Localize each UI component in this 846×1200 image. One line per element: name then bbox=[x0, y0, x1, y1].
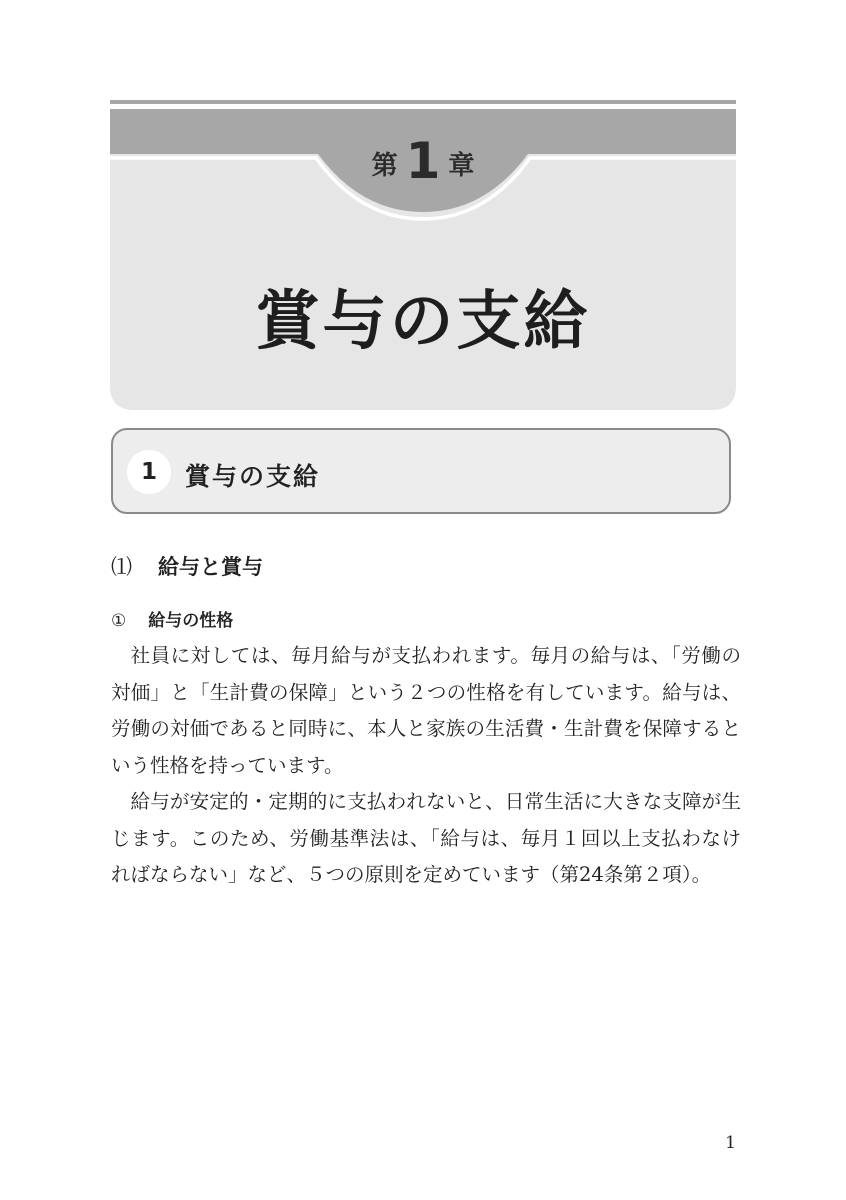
chapter-header bbox=[0, 0, 846, 420]
chapter-number: 1 bbox=[405, 132, 441, 190]
paragraph: 社員に対しては、毎月給与が支払われます。毎月の給与は、「労働の対価」と「生計費の保障」という２つの性格を有しています。給与は、労働の対価であると同時に、本人と家族の生活費・生計費を保障するという性格を持っています。 bbox=[111, 644, 741, 777]
section-heading bbox=[111, 428, 731, 514]
section-number: 1 bbox=[127, 450, 171, 494]
item-heading bbox=[111, 606, 233, 631]
page-number: 1 bbox=[725, 1133, 736, 1153]
body-text bbox=[111, 638, 741, 894]
chapter-label bbox=[323, 132, 523, 190]
chapter-title: 賞与の支給 bbox=[255, 285, 591, 359]
chapter-label-prefix: 第 bbox=[371, 150, 398, 181]
subsection-heading bbox=[111, 551, 263, 581]
item-mark: ① bbox=[111, 611, 127, 631]
subsection-mark: ⑴ bbox=[111, 555, 132, 579]
paragraph: 給与が安定的・定期的に支払われないと、日常生活に大きな支障が生じます。このため、労働基準法は、「給与は、毎月１回以上支払わなければならない」など、５つの原則を定めています（第24条第２項）。 bbox=[111, 790, 741, 886]
section-title: 賞与の支給 bbox=[185, 462, 321, 491]
item-title: 給与の性格 bbox=[148, 611, 234, 631]
subsection-title: 給与と賞与 bbox=[158, 555, 263, 579]
chapter-label-suffix: 章 bbox=[448, 150, 475, 181]
